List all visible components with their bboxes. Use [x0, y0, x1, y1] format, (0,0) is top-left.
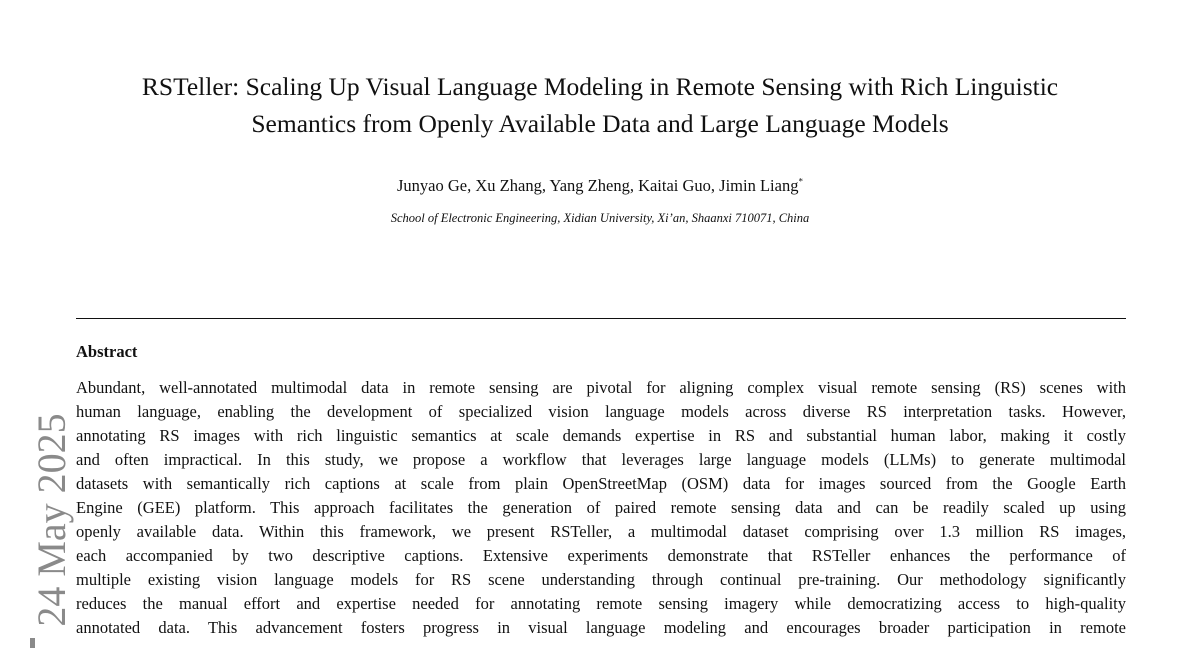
author-affiliation: School of Electronic Engineering, Xidian University, Xi’an, Shaanxi 710071, China	[390, 211, 810, 225]
abstract-line: each accompanied by two descriptive captions. Extensive experiments demonstrate that RSTeller enhances the performance of	[76, 546, 1126, 565]
abstract-line: and often impractical. In this study, we propose a workflow that leverages large language models (LLMs) to generate multimodal	[76, 450, 1126, 469]
arxiv-date-stamp: 24 May 2025	[29, 413, 74, 627]
author-list	[0, 175, 1200, 197]
abstract-line: Abundant, well-annotated multimodal data in remote sensing are pivotal for aligning complex visual remote sensing (RS) scenes with	[76, 378, 1126, 397]
abstract-line: multiple existing vision language models for RS scene understanding through continual pre-training. Our methodology significantly	[76, 570, 1126, 589]
abstract-line: human language, enabling the development of specialized vision language models across diverse RS interpretation tasks. However,	[76, 402, 1126, 421]
abstract-heading: Abstract	[76, 342, 138, 361]
abstract-line: Engine (GEE) platform. This approach facilitates the generation of paired remote sensing data and can be readily scaled up using	[76, 498, 1126, 517]
abstract-body	[76, 376, 1126, 640]
paper-title-line-1: RSTeller: Scaling Up Visual Language Modeling in Remote Sensing with Rich Linguistic	[141, 72, 1059, 101]
abstract-line: annotated data. This advancement fosters progress in visual language modeling and encourages broader participation in remote	[76, 618, 1126, 637]
arxiv-stamp-bar	[30, 638, 35, 648]
corresponding-author-mark: *	[798, 176, 803, 187]
paper-title-line-2: Semantics from Openly Available Data and Large Language Models	[251, 109, 949, 138]
abstract-line: reduces the manual effort and expertise needed for annotating remote sensing imagery while democratizing access to high-quality	[76, 594, 1126, 613]
title-divider	[76, 318, 1126, 319]
abstract-line: openly available data. Within this framework, we present RSTeller, a multimodal dataset comprising over 1.3 million RS images,	[76, 522, 1126, 541]
author-names: Junyao Ge, Xu Zhang, Yang Zheng, Kaitai Guo, Jimin Liang	[397, 176, 799, 195]
abstract-line: datasets with semantically rich captions at scale from plain OpenStreetMap (OSM) data for images sourced from the Google Earth	[76, 474, 1126, 493]
abstract-line: annotating RS images with rich linguistic semantics at scale demands expertise in RS and substantial human labor, making it costly	[76, 426, 1126, 445]
